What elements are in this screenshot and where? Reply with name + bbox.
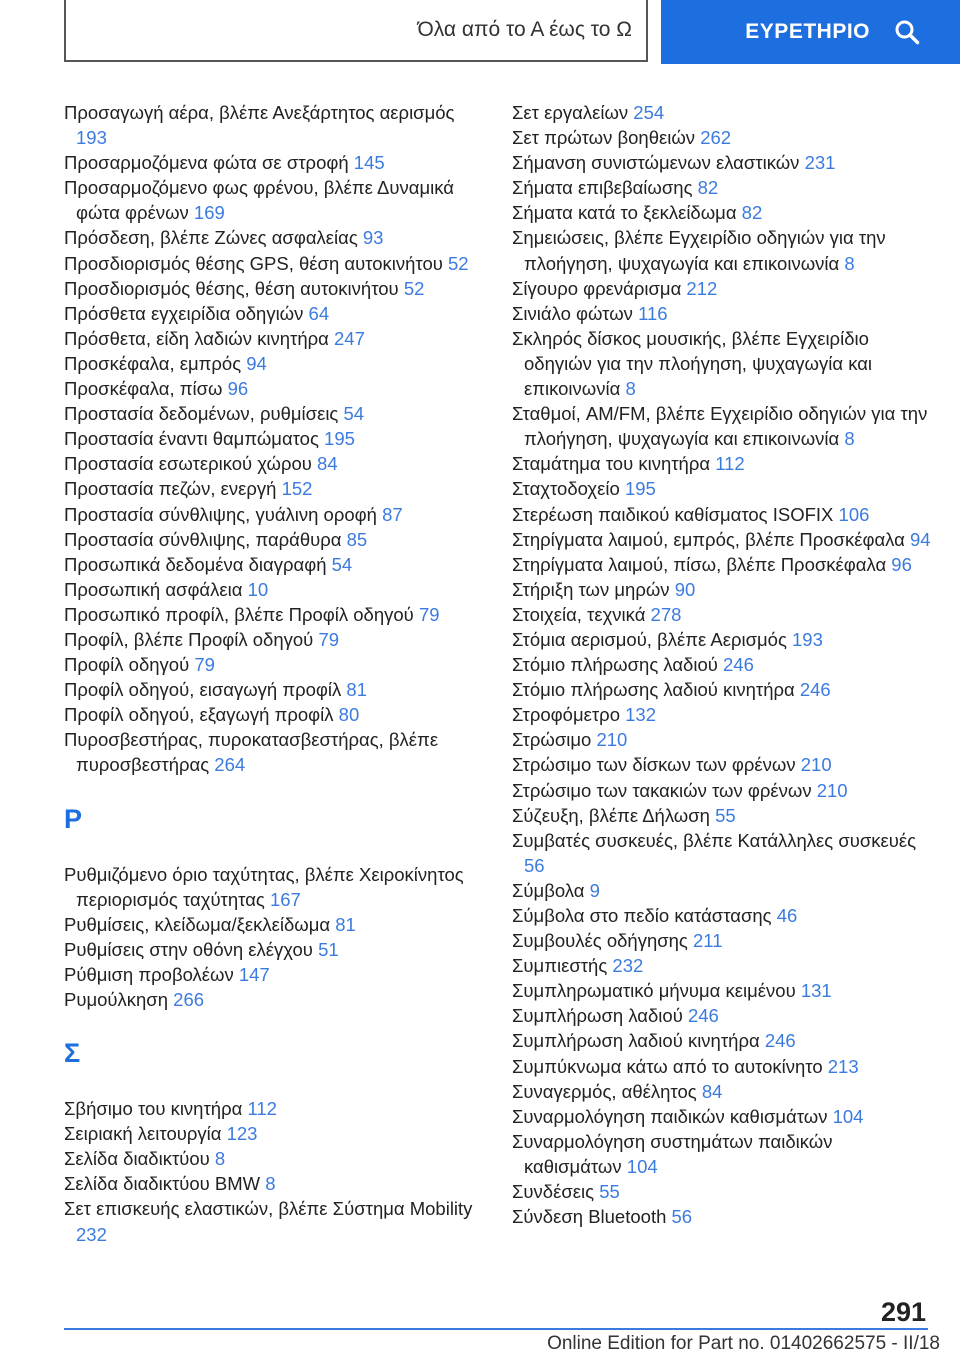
- index-entry-page-link[interactable]: 278: [650, 603, 682, 625]
- index-entry: [64, 1096, 474, 1121]
- index-entry-text: Σταμάτημα του κινητήρα: [512, 453, 711, 475]
- index-entry-text: Προσκέφαλα, εμπρός: [64, 352, 242, 374]
- index-entry: [64, 502, 474, 527]
- index-entry: [512, 702, 932, 727]
- index-entry-page-link[interactable]: 246: [764, 1030, 796, 1052]
- index-column-left: [64, 100, 474, 1247]
- page-number: 291: [880, 1297, 926, 1327]
- index-entry-page-link[interactable]: 213: [827, 1055, 859, 1077]
- index-entry: [64, 1171, 474, 1196]
- index-entry-text: Σβήσιμο του κινητήρα: [64, 1098, 243, 1120]
- index-entry: [512, 727, 932, 752]
- index-entry-text: Σελίδα διαδικτύου BMW: [64, 1173, 261, 1195]
- index-entry-page-link[interactable]: 82: [741, 202, 763, 224]
- index-entry-text: Προστασία εσωτερικού χώρου: [64, 453, 312, 475]
- index-entry: [512, 978, 932, 1003]
- index-entry-page-link[interactable]: 247: [334, 327, 365, 349]
- index-entry: [64, 602, 474, 627]
- index-entry-text: Σετ πρώτων βοηθειών: [512, 127, 696, 149]
- index-entry-text: Στροφόμετρο: [512, 704, 620, 726]
- index-entry: [512, 175, 932, 200]
- index-entry-text: Συμβατές συσκευές, βλέπε Κατάλληλες συσκευές: [512, 829, 917, 851]
- index-entry: [512, 527, 932, 552]
- index-tab[interactable]: [661, 0, 960, 64]
- index-entry-page-link[interactable]: 193: [76, 127, 107, 149]
- entries-group-sigma-cont: [512, 100, 932, 1229]
- index-entry: [64, 451, 474, 476]
- index-entry-text: Συμβουλές οδήγησης: [512, 930, 688, 952]
- index-entry: [512, 100, 932, 125]
- index-entry-page-link[interactable]: 266: [173, 989, 205, 1010]
- index-entry-page-link[interactable]: 54: [331, 553, 353, 575]
- index-entry: [64, 937, 474, 962]
- index-tab-label: ΕΥΡΕΤΗΡΙΟ: [745, 20, 870, 43]
- index-entry-page-link[interactable]: 9: [589, 879, 600, 901]
- index-entry: [512, 828, 932, 878]
- index-entry: [512, 552, 932, 577]
- index-entry: [64, 326, 474, 351]
- index-entry-text: Συναγερμός, αθέλητος: [512, 1080, 697, 1102]
- index-entry-page-link[interactable]: 246: [687, 1005, 719, 1027]
- index-entry-page-link[interactable]: 104: [832, 1105, 864, 1127]
- index-entry-text: Πρόσδεση, βλέπε Ζώνες ασφαλείας: [64, 227, 358, 249]
- index-entry: [512, 1054, 932, 1079]
- index-entry: [64, 652, 474, 677]
- entries-group-sigma: [64, 1096, 474, 1247]
- index-entry: [512, 451, 932, 476]
- index-entry-page-link[interactable]: 132: [625, 704, 656, 726]
- index-entry: [512, 502, 932, 527]
- index-entry: [512, 652, 932, 677]
- index-entry-page-link[interactable]: 81: [335, 913, 356, 935]
- index-entry-text: Σετ εργαλείων: [512, 102, 629, 123]
- entries-group-pi: [64, 100, 474, 778]
- index-entry-page-link[interactable]: 8: [625, 378, 636, 400]
- index-entry-text: Προφίλ, βλέπε Προφίλ οδηγού: [64, 628, 314, 650]
- index-entry-page-link[interactable]: 54: [343, 403, 365, 425]
- index-entry-text: Πυροσβεστήρας, πυροκατασβεστήρας, βλέπε πυροσβεστήρας: [64, 729, 439, 776]
- edition-text: Online Edition for Part no. 01402662575 - II/18: [547, 1333, 940, 1354]
- index-entry: [64, 702, 474, 727]
- index-entry-text: Σήματα κατά το ξεκλείδωμα: [512, 202, 737, 224]
- index-entry-text: Στηρίγματα λαιμού, πίσω, βλέπε Προσκέφαλα: [512, 553, 887, 575]
- index-entry: [64, 276, 474, 301]
- index-entry: [64, 351, 474, 376]
- index-entry-page-link[interactable]: 90: [674, 578, 696, 600]
- index-entry-text: Συμπλήρωση λαδιού: [512, 1005, 683, 1027]
- index-entry-page-link[interactable]: 246: [799, 679, 831, 701]
- index-entry-text: Πρόσθετα εγχειρίδια οδηγιών: [64, 302, 304, 324]
- index-entry-text: Σίγουρο φρενάρισμα: [512, 277, 682, 299]
- index-entry-text: Προστασία σύνθλιψης, γυάλινη οροφή: [64, 503, 377, 525]
- index-entry: [64, 426, 474, 451]
- index-entry: [512, 778, 932, 803]
- index-entry: [64, 962, 474, 987]
- index-entry-page-link[interactable]: 211: [693, 930, 723, 952]
- index-entry-text: Ρύθμιση προβολέων: [64, 963, 234, 985]
- index-entry-page-link[interactable]: 79: [318, 628, 340, 650]
- index-entry-page-link[interactable]: 8: [265, 1173, 276, 1195]
- index-entry-text: Σήμανση συνιστώμενων ελαστικών: [512, 152, 800, 174]
- index-entry-text: Συμπιεστής: [512, 955, 608, 977]
- index-entry: [512, 200, 932, 225]
- index-entry-page-link[interactable]: 80: [338, 704, 360, 726]
- index-entry: [64, 376, 474, 401]
- index-entry-text: Ρυθμίσεις, κλείδωμα/ξεκλείδωμα: [64, 913, 331, 935]
- index-entry-page-link[interactable]: 84: [701, 1080, 723, 1102]
- index-entry-text: Ρυθμίσεις στην οθόνη ελέγχου: [64, 938, 313, 960]
- index-entry-page-link[interactable]: 112: [715, 453, 745, 475]
- index-entry-text: Σετ επισκευής ελαστικών, βλέπε Σύστημα Mobility: [64, 1198, 473, 1220]
- index-entry-text: Προφίλ οδηγού, εισαγωγή προφίλ: [64, 679, 342, 701]
- index-entry: [64, 577, 474, 602]
- index-entry-page-link[interactable]: 52: [448, 252, 469, 274]
- index-entry-page-link[interactable]: 82: [697, 177, 719, 199]
- index-entry: [64, 100, 474, 150]
- index-entry: [512, 225, 932, 275]
- index-entry-text: Προστασία δεδομένων, ρυθμίσεις: [64, 403, 339, 425]
- index-entry-page-link[interactable]: 87: [382, 503, 403, 525]
- index-entry-page-link[interactable]: 96: [227, 378, 249, 400]
- index-entry: [512, 301, 932, 326]
- index-entry-text: Προστασία έναντι θαμπώματος: [64, 428, 319, 450]
- index-entry-page-link[interactable]: 93: [362, 227, 384, 249]
- index-entry-page-link[interactable]: 64: [308, 302, 330, 324]
- index-entry-page-link[interactable]: 52: [403, 277, 425, 299]
- index-entry: [512, 602, 932, 627]
- index-entry-page-link[interactable]: 112: [247, 1098, 277, 1120]
- index-entry: [64, 1121, 474, 1146]
- index-entry-page-link[interactable]: 94: [246, 352, 267, 374]
- index-entry: [512, 1003, 932, 1028]
- index-entry-text: Προσκέφαλα, πίσω: [64, 378, 223, 400]
- index-entry: [512, 752, 932, 777]
- index-entry: [64, 150, 474, 175]
- index-entry-text: Στόμια αερισμού, βλέπε Αερισμός: [512, 628, 787, 650]
- index-entry-page-link[interactable]: 131: [800, 980, 832, 1002]
- index-entry-text: Σινιάλο φώτων: [512, 302, 633, 324]
- footer-divider-right: [860, 1328, 928, 1330]
- index-entry-page-link[interactable]: 169: [193, 202, 225, 224]
- index-entry: [512, 627, 932, 652]
- index-entry-text: Στρώσιμο των τακακιών των φρένων: [512, 779, 812, 801]
- letter-heading-rho: Ρ: [64, 803, 83, 834]
- index-entry-page-link[interactable]: 195: [624, 478, 656, 500]
- index-entry-page-link[interactable]: 55: [599, 1181, 620, 1203]
- index-entry-page-link[interactable]: 8: [844, 428, 855, 450]
- index-entry-page-link[interactable]: 79: [418, 603, 440, 625]
- index-entry-page-link[interactable]: 212: [686, 277, 718, 299]
- index-entry-text: Σύζευξη, βλέπε Δήλωση: [512, 804, 710, 826]
- index-entry: [512, 125, 932, 150]
- index-entry-text: Πρόσθετα, είδη λαδιών κινητήρα: [64, 327, 329, 349]
- index-entry-text: Προσωπική ασφάλεια: [64, 578, 243, 600]
- index-entry: [512, 677, 932, 702]
- index-entry-text: Ρυμούλκηση: [64, 989, 169, 1010]
- index-entry: [64, 251, 474, 276]
- footer-divider: [64, 1328, 860, 1330]
- index-entry-text: Προστασία σύνθλιψης, παράθυρα: [64, 528, 342, 550]
- index-entry: [512, 276, 932, 301]
- index-entry: [512, 903, 932, 928]
- index-entry-text: Προσδιορισμός θέσης, θέση αυτοκινήτου: [64, 277, 399, 299]
- index-entry-page-link[interactable]: 56: [671, 1206, 693, 1228]
- index-entry: [64, 476, 474, 501]
- index-entry-page-link[interactable]: 96: [891, 553, 912, 575]
- index-entry-text: Σταθμοί, AM/FM, βλέπε Εγχειρίδιο οδηγιών για την πλοήγηση, ψυχαγωγία και επικοινωνία: [512, 403, 928, 450]
- index-entry-page-link[interactable]: 145: [353, 152, 385, 174]
- index-entry: [64, 987, 474, 1012]
- index-entry-text: Προσαγωγή αέρα, βλέπε Ανεξάρτητος αερισμός: [64, 102, 455, 123]
- index-entry-page-link[interactable]: 195: [324, 428, 355, 450]
- index-entry-text: Προσαρμοζόμενο φως φρένου, βλέπε Δυναμικά φώτα φρένων: [64, 177, 454, 224]
- index-entry: [64, 225, 474, 250]
- index-entry-page-link[interactable]: 123: [226, 1123, 258, 1145]
- index-entry: [512, 577, 932, 602]
- index-entry-text: Προσωπικά δεδομένα διαγραφή: [64, 553, 327, 575]
- index-entry-page-link[interactable]: 56: [524, 854, 545, 876]
- index-entry-page-link[interactable]: 104: [626, 1155, 658, 1177]
- index-entry-page-link[interactable]: 116: [638, 302, 668, 324]
- index-entry-text: Σειριακή λειτουργία: [64, 1123, 222, 1145]
- index-entry-text: Σύμβολα: [512, 879, 585, 901]
- index-entry-text: Προσαρμοζόμενα φώτα σε στροφή: [64, 152, 349, 174]
- index-entry-page-link[interactable]: 264: [214, 754, 246, 776]
- index-entry-page-link[interactable]: 46: [776, 905, 798, 926]
- index-entry: [64, 301, 474, 326]
- index-entry: [512, 1204, 932, 1229]
- index-entry: [512, 878, 932, 903]
- index-entry-text: Ρυθμιζόμενο όριο ταχύτητας, βλέπε Χειροκίνητος περιορισμός ταχύτητας: [64, 863, 464, 910]
- index-entry-page-link[interactable]: 232: [76, 1223, 107, 1245]
- index-entry-text: Σύμβολα στο πεδίο κατάστασης: [512, 905, 772, 926]
- index-entry-text: Σταχτοδοχείο: [512, 478, 620, 500]
- index-entry: [64, 401, 474, 426]
- index-entry: [512, 953, 932, 978]
- index-entry: [64, 1196, 474, 1246]
- index-entry: [64, 862, 474, 912]
- index-entry-text: Σημειώσεις, βλέπε Εγχειρίδιο οδηγιών για την πλοήγηση, ψυχαγωγία και επικοινωνία: [512, 227, 886, 274]
- index-entry-page-link[interactable]: 106: [838, 503, 870, 525]
- index-entry: [512, 1028, 932, 1053]
- index-entry: [512, 476, 932, 501]
- index-entry: [64, 1146, 474, 1171]
- index-entry-text: Σκληρός δίσκος μουσικής, βλέπε Εγχειρίδιο οδηγιών για την πλοήγηση, ψυχαγωγία και επικοινωνία: [512, 327, 873, 400]
- index-entry-text: Συναρμολόγηση συστημάτων παιδικών καθισμάτων: [512, 1130, 833, 1177]
- index-entry-page-link[interactable]: 152: [281, 478, 313, 500]
- header-bar: [0, 0, 960, 66]
- index-entry-text: Στήριξη των μηρών: [512, 578, 670, 600]
- index-entry-text: Συνδέσεις: [512, 1181, 595, 1203]
- index-entry: [64, 677, 474, 702]
- index-entry-page-link[interactable]: 210: [596, 729, 628, 751]
- index-entry-text: Συμπληρωματικό μήνυμα κειμένου: [512, 980, 796, 1002]
- index-entry-page-link[interactable]: 231: [804, 152, 836, 174]
- index-entry-text: Προφίλ οδηγού, εξαγωγή προφίλ: [64, 704, 334, 726]
- index-entry: [512, 1129, 932, 1179]
- index-entry-text: Στόμιο πλήρωσης λαδιού: [512, 654, 718, 676]
- index-entry-text: Σελίδα διαδικτύου: [64, 1148, 210, 1170]
- index-entry-text: Προφίλ οδηγού: [64, 654, 190, 676]
- index-entry-page-link[interactable]: 85: [346, 528, 368, 550]
- index-entry-page-link[interactable]: 81: [346, 679, 367, 701]
- index-entry-text: Συμπύκνωμα κάτω από το αυτοκίνητο: [512, 1055, 823, 1077]
- index-entry-page-link[interactable]: 147: [238, 963, 270, 985]
- search-icon[interactable]: [894, 19, 920, 45]
- index-entry-text: Προστασία πεζών, ενεργή: [64, 478, 277, 500]
- index-entry-page-link[interactable]: 79: [194, 654, 215, 676]
- index-entry: [512, 401, 932, 451]
- index-entry-text: Σύνδεση Bluetooth: [512, 1206, 667, 1228]
- index-entry: [512, 803, 932, 828]
- index-entry: [512, 150, 932, 175]
- index-entry-text: Συναρμολόγηση παιδικών καθισμάτων: [512, 1105, 828, 1127]
- a-to-z-tab-label: Όλα από το Α έως το Ω: [417, 18, 632, 41]
- index-entry-page-link[interactable]: 246: [723, 654, 754, 676]
- index-entry-page-link[interactable]: 210: [800, 754, 832, 776]
- a-to-z-tab[interactable]: [64, 0, 648, 62]
- index-entry-page-link[interactable]: 51: [318, 938, 339, 960]
- index-entry-page-link[interactable]: 254: [633, 102, 665, 123]
- index-entry: [512, 326, 932, 401]
- index-entry-page-link[interactable]: 8: [844, 252, 855, 274]
- index-entry-page-link[interactable]: 232: [612, 955, 644, 977]
- index-entry-text: Στόμιο πλήρωσης λαδιού κινητήρα: [512, 679, 795, 701]
- index-entry-text: Σήματα επιβεβαίωσης: [512, 177, 693, 199]
- index-entry: [512, 1104, 932, 1129]
- index-entry: [512, 928, 932, 953]
- index-entry-text: Συμπλήρωση λαδιού κινητήρα: [512, 1030, 760, 1052]
- index-column-right: [512, 100, 932, 1229]
- index-entry-page-link[interactable]: 10: [247, 578, 269, 600]
- index-entry-text: Στρώσιμο: [512, 729, 592, 751]
- index-entry-page-link[interactable]: 262: [700, 127, 732, 149]
- index-entry: [64, 552, 474, 577]
- index-entry: [512, 1079, 932, 1104]
- index-entry-text: Στρώσιμο των δίσκων των φρένων: [512, 754, 796, 776]
- index-entry-page-link[interactable]: 84: [317, 453, 338, 475]
- index-entry: [64, 175, 474, 225]
- letter-heading-sigma: Σ: [64, 1038, 81, 1069]
- entries-group-rho: [64, 862, 474, 1013]
- index-entry-text: Προσδιορισμός θέσης GPS, θέση αυτοκινήτου: [64, 252, 443, 274]
- index-entry-page-link[interactable]: 94: [909, 528, 931, 550]
- index-entry-page-link[interactable]: 8: [214, 1148, 226, 1170]
- index-entry-text: Προσωπικό προφίλ, βλέπε Προφίλ οδηγού: [64, 603, 414, 625]
- index-entry: [64, 627, 474, 652]
- index-entry-page-link[interactable]: 193: [792, 628, 823, 650]
- index-entry-text: Στοιχεία, τεχνικά: [512, 603, 646, 625]
- index-entry-text: Στηρίγματα λαιμού, εμπρός, βλέπε Προσκέφαλα: [512, 528, 905, 550]
- index-entry: [64, 527, 474, 552]
- index-entry: [64, 912, 474, 937]
- index-entry: [512, 1179, 932, 1204]
- index-entry-page-link[interactable]: 167: [269, 888, 301, 910]
- index-entry-text: Στερέωση παιδικού καθίσματος ISOFIX: [512, 503, 834, 525]
- index-entry-page-link[interactable]: 210: [816, 779, 848, 801]
- index-entry-page-link[interactable]: 55: [715, 804, 736, 826]
- index-entry: [64, 727, 474, 777]
